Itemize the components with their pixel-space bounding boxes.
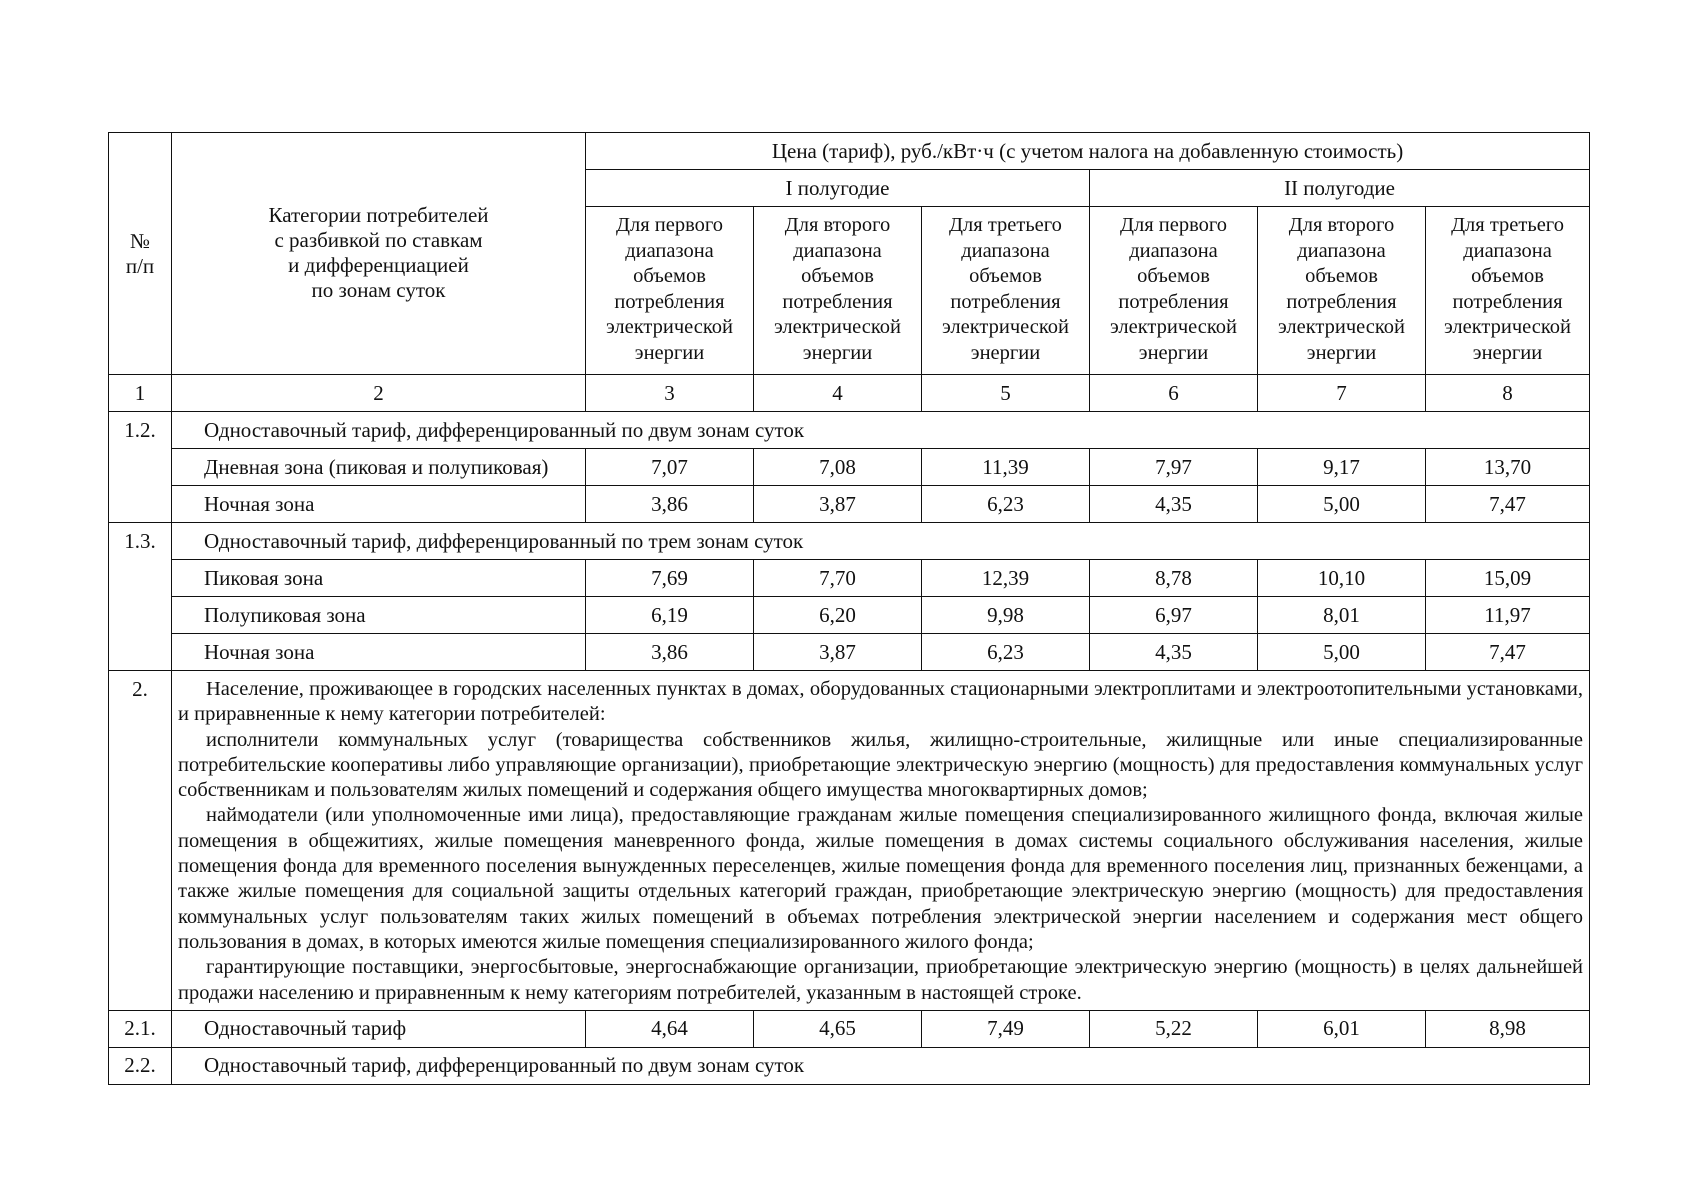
paragraph: гарантирующие поставщики, энергосбытовые, энергоснабжающие организации, приобретающие электрическую энергию (мощность) в целях дальнейшей продажи населению и приравненным к нему категориям потребителей, указанным в настоящей строке. xyxy=(178,956,1584,1004)
tariff-document xyxy=(108,132,1589,1085)
value-cell: 6,19 xyxy=(586,597,754,634)
value-cell: 15,09 xyxy=(1426,560,1590,597)
section-number: 2.1. xyxy=(109,1010,172,1047)
col-number: 7 xyxy=(1258,375,1426,412)
value-cell: 11,97 xyxy=(1426,597,1590,634)
value-cell: 5,00 xyxy=(1258,486,1426,523)
header-h1-range-3: Для третьего диапазона объемов потребления электрической энергии xyxy=(922,207,1090,375)
row-label: Полупиковая зона xyxy=(172,597,586,634)
header-price-title: Цена (тариф), руб./кВт·ч (с учетом налога на добавленную стоимость) xyxy=(586,133,1590,170)
section-title: Одноставочный тариф, дифференцированный по двум зонам суток xyxy=(172,412,1590,449)
value-cell: 3,86 xyxy=(586,634,754,671)
value-cell: 4,64 xyxy=(586,1010,754,1047)
value-cell: 7,47 xyxy=(1426,634,1590,671)
col-number: 2 xyxy=(172,375,586,412)
header-h2-range-3: Для третьего диапазона объемов потребления электрической энергии xyxy=(1426,207,1590,375)
value-cell: 11,39 xyxy=(922,449,1090,486)
value-cell: 8,98 xyxy=(1426,1010,1590,1047)
table-row xyxy=(109,486,1590,523)
value-cell: 7,47 xyxy=(1426,486,1590,523)
table-row xyxy=(109,597,1590,634)
value-cell: 3,87 xyxy=(754,486,922,523)
value-cell: 7,08 xyxy=(754,449,922,486)
value-cell: 8,01 xyxy=(1258,597,1426,634)
value-cell: 6,23 xyxy=(922,634,1090,671)
value-cell: 7,07 xyxy=(586,449,754,486)
value-cell: 4,35 xyxy=(1090,486,1258,523)
value-cell: 6,01 xyxy=(1258,1010,1426,1047)
value-cell: 12,39 xyxy=(922,560,1090,597)
row-label: Ночная зона xyxy=(172,486,586,523)
value-cell: 13,70 xyxy=(1426,449,1590,486)
col-number: 3 xyxy=(586,375,754,412)
section-row-1-2 xyxy=(109,412,1590,449)
header-number-cell xyxy=(109,133,172,375)
value-cell: 4,65 xyxy=(754,1010,922,1047)
value-cell: 6,20 xyxy=(754,597,922,634)
row-label: Ночная зона xyxy=(172,634,586,671)
row-label: Пиковая зона xyxy=(172,560,586,597)
col-number: 6 xyxy=(1090,375,1258,412)
value-cell: 9,98 xyxy=(922,597,1090,634)
col-number: 8 xyxy=(1426,375,1590,412)
col-number: 4 xyxy=(754,375,922,412)
table-row xyxy=(109,634,1590,671)
value-cell: 7,69 xyxy=(586,560,754,597)
header-half-1: I полугодие xyxy=(586,170,1090,207)
paragraph: Население, проживающее в городских населенных пунктах в домах, оборудованных стационарными электроплитами и электроотопительными установками, и приравненные к нему категории потребителей: xyxy=(178,678,1584,726)
section-title: Одноставочный тариф, дифференцированный по трем зонам суток xyxy=(172,523,1590,560)
value-cell: 9,17 xyxy=(1258,449,1426,486)
header-number-label: № п/п xyxy=(125,228,155,278)
section-row-2-1 xyxy=(109,1010,1590,1047)
header-h1-range-2: Для второго диапазона объемов потребления электрической энергии xyxy=(754,207,922,375)
section-number: 2. xyxy=(109,671,172,1011)
value-cell: 7,49 xyxy=(922,1010,1090,1047)
table-row xyxy=(109,560,1590,597)
value-cell: 7,97 xyxy=(1090,449,1258,486)
header-h2-range-2: Для второго диапазона объемов потребления электрической энергии xyxy=(1258,207,1426,375)
section-number: 1.2. xyxy=(109,412,172,523)
header-h1-range-1: Для первого диапазона объемов потребления электрической энергии xyxy=(586,207,754,375)
value-cell: 3,87 xyxy=(754,634,922,671)
section-description xyxy=(172,671,1590,1011)
col-number: 5 xyxy=(922,375,1090,412)
value-cell: 4,35 xyxy=(1090,634,1258,671)
paragraph: наймодатели (или уполномоченные ими лица), предоставляющие гражданам жилые помещения специализированного жилищного фонда, включая жилые помещения в общежитиях, жилые помещения маневренного фонда, жилые помещения в домах системы социального обслуживания населения, жилые помещения фонда для временного поселения вынужденных переселенцев, жилые помещения фонда для временного поселения лиц, признанных беженцами, а также жилые помещения для социальной защиты отдельных категорий граждан, приобретающие электрическую энергию (мощность) для предоставления коммунальных услуг пользователям таких жилых помещений в объемах потребления электрической энергии населением и содержания мест общего пользования в домах, в которых имеются жилые помещения специализированного жилого фонда; xyxy=(178,804,1584,953)
column-number-row xyxy=(109,375,1590,412)
col-number: 1 xyxy=(109,375,172,412)
value-cell: 6,23 xyxy=(922,486,1090,523)
tariff-table xyxy=(108,132,1590,1085)
section-title: Одноставочный тариф, дифференцированный по двум зонам суток xyxy=(172,1047,1590,1084)
table-row xyxy=(109,449,1590,486)
section-number: 2.2. xyxy=(109,1047,172,1084)
section-number: 1.3. xyxy=(109,523,172,671)
row-label: Дневная зона (пиковая и полупиковая) xyxy=(172,449,586,486)
section-row-2 xyxy=(109,671,1590,1011)
header-category-cell xyxy=(172,133,586,375)
section-row-1-3 xyxy=(109,523,1590,560)
value-cell: 6,97 xyxy=(1090,597,1258,634)
header-half-2: II полугодие xyxy=(1090,170,1590,207)
value-cell: 10,10 xyxy=(1258,560,1426,597)
header-h2-range-1: Для первого диапазона объемов потребления электрической энергии xyxy=(1090,207,1258,375)
value-cell: 3,86 xyxy=(586,486,754,523)
header-category-label: Категории потребителей с разбивкой по ставкам и дифференциацией по зонам суток xyxy=(268,203,489,302)
value-cell: 7,70 xyxy=(754,560,922,597)
value-cell: 5,00 xyxy=(1258,634,1426,671)
row-label: Одноставочный тариф xyxy=(172,1010,586,1047)
paragraph: исполнители коммунальных услуг (товарищества собственников жилья, жилищно-строительные, жилищные или иные специализированные потребительские кооперативы либо управляющие организации), приобретающие электрическую энергию (мощность) для предоставления коммунальных услуг собственникам и пользователям жилых помещений и содержания общего имущества многоквартирных домов; xyxy=(178,728,1584,802)
value-cell: 8,78 xyxy=(1090,560,1258,597)
value-cell: 5,22 xyxy=(1090,1010,1258,1047)
section-row-2-2 xyxy=(109,1047,1590,1084)
